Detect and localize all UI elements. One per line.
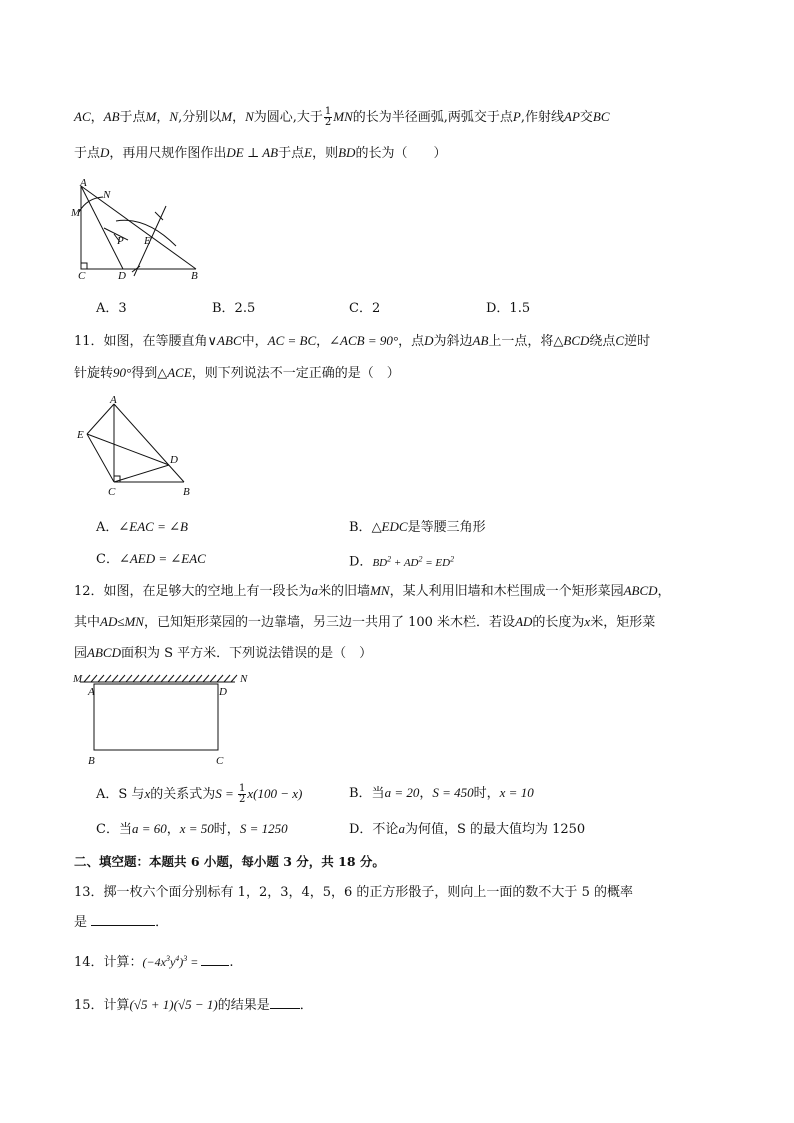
q10-line2: 于点D，再用尺规作图作出DE ⊥ AB于点E，则BD的长为（ ） bbox=[74, 145, 447, 161]
label-N: N bbox=[240, 673, 248, 685]
label-M: M bbox=[73, 673, 83, 685]
q11-option-c[interactable]: C．∠AED = ∠EAC bbox=[96, 551, 206, 567]
label-A: A bbox=[80, 177, 87, 189]
segment-ec bbox=[87, 434, 114, 482]
hatch-stroke bbox=[147, 675, 153, 682]
hatch-stroke bbox=[196, 675, 202, 682]
q12-line3: 园ABCD面积为 S 平方米．下列说法错误的是（ ） bbox=[74, 645, 373, 661]
q12-figure bbox=[70, 670, 262, 770]
q13-line2: 是 ． bbox=[74, 915, 169, 930]
label-C: C bbox=[216, 755, 224, 767]
label-M: M bbox=[71, 207, 81, 219]
label-D: D bbox=[170, 454, 178, 466]
hatch-stroke bbox=[203, 675, 209, 682]
q14-answer-blank[interactable] bbox=[201, 965, 229, 966]
label-A: A bbox=[88, 686, 95, 698]
fraction-half: $\frac{1}{2}$ bbox=[324, 106, 332, 128]
hatch-stroke bbox=[112, 675, 118, 682]
label-B: B bbox=[88, 755, 95, 767]
hatch-stroke bbox=[189, 675, 195, 682]
right-angle-mark bbox=[81, 263, 87, 269]
q11-option-b[interactable]: B．△EDC是等腰三角形 bbox=[349, 519, 486, 535]
segment-ae bbox=[87, 404, 114, 434]
wall-hatching bbox=[84, 675, 237, 682]
q12-option-d[interactable]: D．不论a为何值，S 的最大值均为 1250 bbox=[349, 821, 586, 837]
q13-answer-blank[interactable] bbox=[91, 925, 155, 926]
q11-option-d[interactable]: D．$BD^2 + AD^2 = ED^2$ bbox=[349, 554, 455, 570]
hatch-stroke bbox=[154, 675, 160, 682]
q10-figure bbox=[66, 176, 216, 280]
q11-line2: 针旋转90°得到△ACE，则下列说法不一定正确的是（ ） bbox=[74, 365, 400, 381]
q10-option-a[interactable]: A．3 bbox=[96, 301, 127, 316]
hatch-stroke bbox=[175, 675, 181, 682]
hatch-stroke bbox=[231, 675, 237, 682]
segment-ab bbox=[114, 404, 184, 482]
q15-answer-blank[interactable] bbox=[270, 1008, 300, 1009]
hatch-stroke bbox=[133, 675, 139, 682]
hatch-stroke bbox=[140, 675, 146, 682]
label-E: E bbox=[144, 235, 151, 247]
label-D: D bbox=[118, 270, 126, 280]
section-heading: 二、填空题：本题共 6 小题，每小题 3 分，共 18 分。 bbox=[74, 854, 385, 869]
q12-line2: 其中AD≤MN，已知矩形菜园的一边靠墙，另三边一共用了 100 米木栏．若设AD的长度为x米，矩形菜 bbox=[74, 614, 656, 630]
hatch-stroke bbox=[126, 675, 132, 682]
hatch-stroke bbox=[168, 675, 174, 682]
segment-ed bbox=[87, 434, 169, 465]
hatch-stroke bbox=[98, 675, 104, 682]
q11-option-a[interactable]: A．∠EAC = ∠B bbox=[96, 519, 188, 535]
q12-option-a[interactable]: A．S 与x的关系式为S = $\frac{1}{2}$ x(100 − x) bbox=[96, 783, 303, 805]
hypotenuse-ab bbox=[81, 186, 196, 269]
segment-cd bbox=[114, 465, 169, 482]
q13-line1: 13．掷一枚六个面分别标有 1，2，3，4，5，6 的正方形骰子，则向上一面的数不大于 5 的概率 bbox=[74, 885, 633, 900]
q15-line: 15．计算(√5 + 1)(√5 − 1)的结果是 ． bbox=[74, 997, 313, 1013]
label-C: C bbox=[108, 486, 116, 498]
q14-line: 14．计算：$(-4x^3y^4)^3$ = . bbox=[74, 954, 234, 970]
q12-option-b[interactable]: B．当a = 20，S = 450时，x = 10 bbox=[349, 785, 534, 801]
hatch-stroke bbox=[182, 675, 188, 682]
hatch-stroke bbox=[161, 675, 167, 682]
label-P: P bbox=[117, 235, 124, 247]
hatch-stroke bbox=[217, 675, 223, 682]
label-E: E bbox=[77, 429, 84, 441]
ray-ap bbox=[81, 186, 123, 269]
q10-line1: AC，AB于点M，N,分别以M，N为圆心,大于 $\frac{1}{2}$ MN的长为半径画弧,两弧交于点P,作射线AP交BC bbox=[74, 106, 610, 128]
q12-option-c[interactable]: C．当a = 60，x = 50时，S = 1250 bbox=[96, 821, 288, 837]
q11-line1: 11．如图，在等腰直角∨ABC中，AC = BC，∠ACB = 90°，点D为斜边AB上一点，将△BCD绕点C逆时 bbox=[74, 333, 651, 349]
hatch-stroke bbox=[84, 675, 90, 682]
label-A: A bbox=[110, 394, 117, 406]
hatch-stroke bbox=[91, 675, 97, 682]
q10-option-b[interactable]: B．2.5 bbox=[212, 301, 256, 316]
hatch-stroke bbox=[105, 675, 111, 682]
hatch-stroke bbox=[224, 675, 230, 682]
label-B: B bbox=[191, 270, 198, 280]
q12-line1: 12．如图，在足够大的空地上有一段长为a米的旧墙MN，某人利用旧墙和木栏围成一个矩形菜园ABCD， bbox=[74, 583, 671, 599]
q11-figure bbox=[72, 394, 202, 502]
label-C: C bbox=[78, 270, 86, 280]
q10-option-c[interactable]: C．2 bbox=[349, 301, 381, 316]
garden-rectangle bbox=[94, 684, 218, 750]
q10-option-d[interactable]: D．1.5 bbox=[486, 301, 531, 316]
label-D: D bbox=[219, 686, 227, 698]
label-N: N bbox=[103, 189, 111, 201]
hatch-stroke bbox=[210, 675, 216, 682]
label-B: B bbox=[183, 486, 190, 498]
hatch-stroke bbox=[119, 675, 125, 682]
